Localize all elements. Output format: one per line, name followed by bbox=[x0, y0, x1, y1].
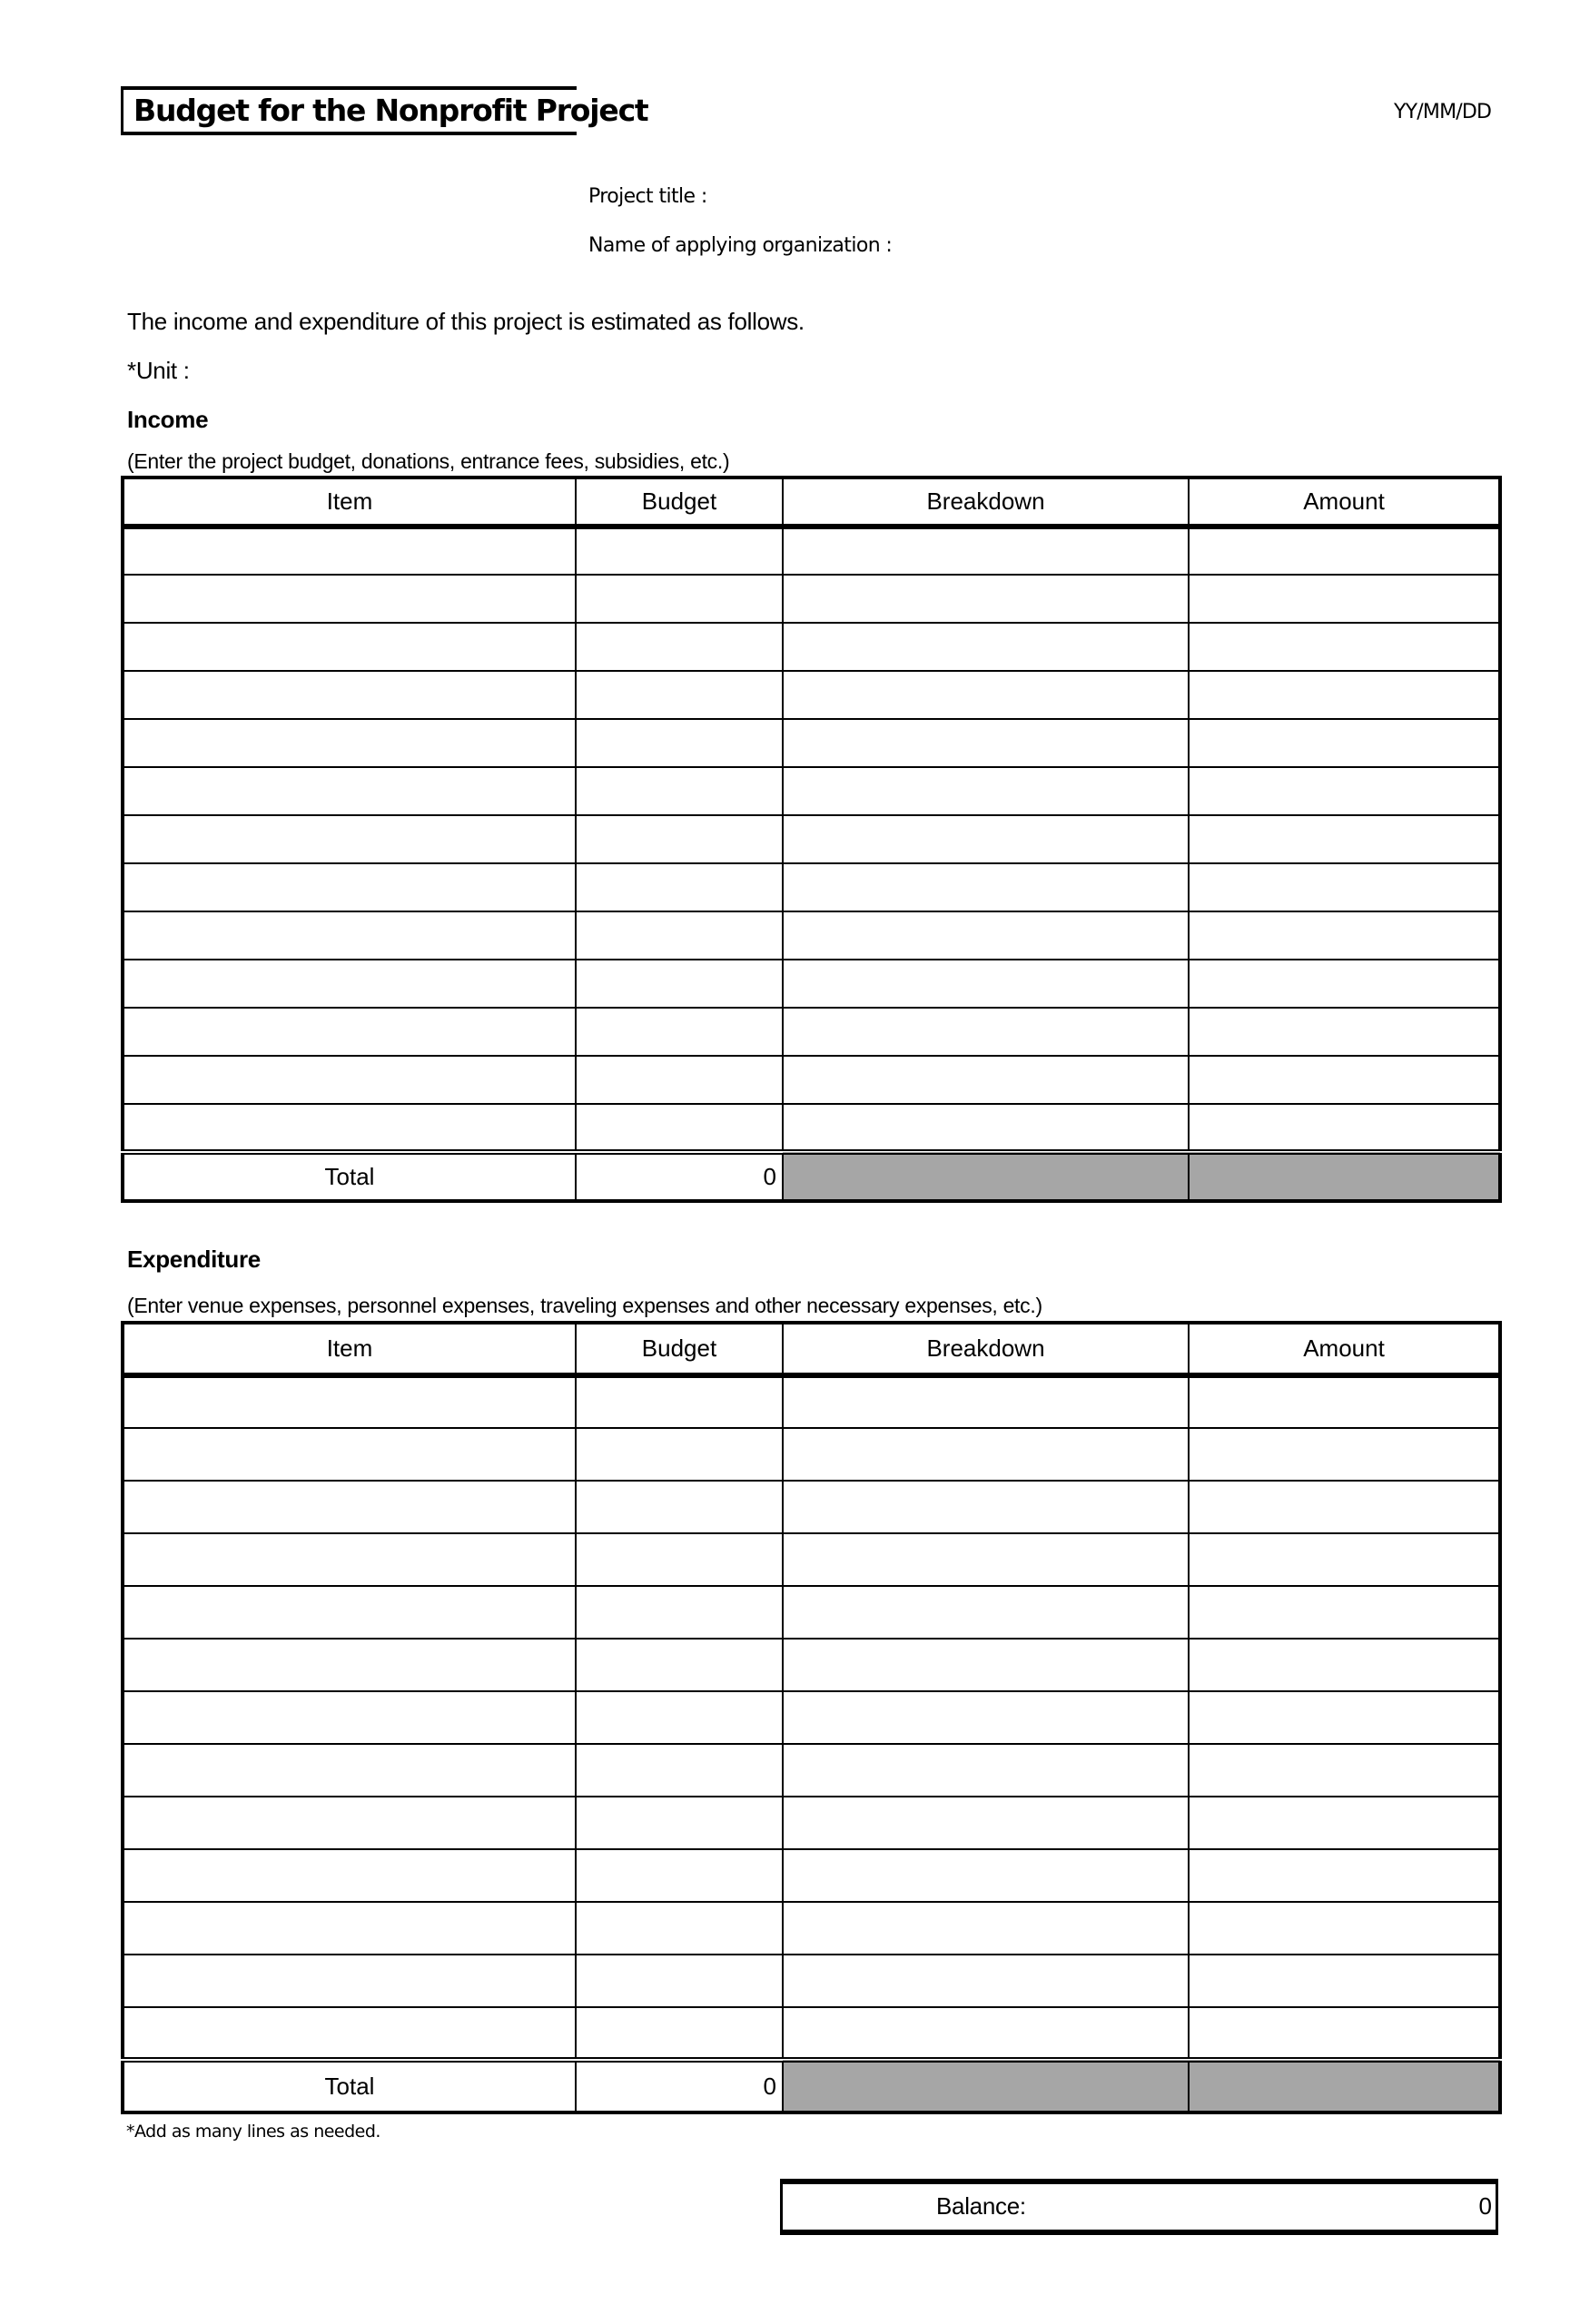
date-field[interactable]: YY/MM/DD bbox=[1394, 101, 1492, 123]
amount-cell[interactable] bbox=[1189, 1691, 1500, 1744]
income-total-row bbox=[123, 1152, 1500, 1201]
item-cell[interactable] bbox=[123, 1586, 576, 1639]
budget-cell[interactable] bbox=[576, 815, 783, 863]
breakdown-cell[interactable] bbox=[783, 1849, 1189, 1902]
breakdown-cell[interactable] bbox=[783, 1691, 1189, 1744]
amount-cell[interactable] bbox=[1189, 1849, 1500, 1902]
table-row bbox=[123, 767, 1500, 815]
amount-cell[interactable] bbox=[1189, 671, 1500, 719]
table-row bbox=[123, 1955, 1500, 2007]
amount-cell[interactable] bbox=[1189, 960, 1500, 1008]
column-header-amount: Amount bbox=[1189, 478, 1500, 527]
budget-cell[interactable] bbox=[576, 1428, 783, 1481]
amount-cell[interactable] bbox=[1189, 1104, 1500, 1152]
table-row bbox=[123, 575, 1500, 623]
budget-cell[interactable] bbox=[576, 863, 783, 911]
amount-cell[interactable] bbox=[1189, 527, 1500, 575]
income-table bbox=[121, 476, 1502, 1203]
breakdown-cell[interactable] bbox=[783, 1481, 1189, 1533]
expenditure-heading: Expenditure bbox=[127, 1246, 261, 1273]
item-cell[interactable] bbox=[123, 1639, 576, 1691]
amount-cell[interactable] bbox=[1189, 719, 1500, 767]
item-cell[interactable] bbox=[123, 1008, 576, 1056]
breakdown-cell[interactable] bbox=[783, 1639, 1189, 1691]
income-total-label: Total bbox=[123, 1152, 576, 1201]
amount-cell[interactable] bbox=[1189, 1639, 1500, 1691]
breakdown-cell[interactable] bbox=[783, 1056, 1189, 1104]
budget-cell[interactable] bbox=[576, 1902, 783, 1955]
item-cell[interactable] bbox=[123, 1902, 576, 1955]
item-cell[interactable] bbox=[123, 1056, 576, 1104]
table-row bbox=[123, 1008, 1500, 1056]
budget-cell[interactable] bbox=[576, 527, 783, 575]
breakdown-cell[interactable] bbox=[783, 815, 1189, 863]
breakdown-cell[interactable] bbox=[783, 1902, 1189, 1955]
expenditure-total-row bbox=[123, 2060, 1500, 2112]
budget-cell[interactable] bbox=[576, 911, 783, 960]
table-row bbox=[123, 1691, 1500, 1744]
project-title-label: Project title : bbox=[588, 185, 707, 208]
item-cell[interactable] bbox=[123, 1849, 576, 1902]
item-cell[interactable] bbox=[123, 1797, 576, 1849]
item-cell[interactable] bbox=[123, 1375, 576, 1428]
budget-cell[interactable] bbox=[576, 767, 783, 815]
breakdown-cell[interactable] bbox=[783, 1375, 1189, 1428]
amount-cell[interactable] bbox=[1189, 1902, 1500, 1955]
amount-cell[interactable] bbox=[1189, 1056, 1500, 1104]
budget-cell[interactable] bbox=[576, 575, 783, 623]
table-row bbox=[123, 1056, 1500, 1104]
amount-cell[interactable] bbox=[1189, 575, 1500, 623]
amount-cell[interactable] bbox=[1189, 815, 1500, 863]
budget-cell[interactable] bbox=[576, 1104, 783, 1152]
organization-name-label: Name of applying organization : bbox=[588, 234, 893, 257]
breakdown-cell[interactable] bbox=[783, 575, 1189, 623]
expenditure-hint: (Enter venue expenses, personnel expenses, traveling expenses and other necessary expenses, etc.) bbox=[127, 1294, 1042, 1317]
breakdown-cell[interactable] bbox=[783, 1744, 1189, 1797]
breakdown-cell[interactable] bbox=[783, 1955, 1189, 2007]
breakdown-cell[interactable] bbox=[783, 623, 1189, 671]
table-row bbox=[123, 1104, 1500, 1152]
table-row bbox=[123, 2007, 1500, 2060]
item-cell[interactable] bbox=[123, 863, 576, 911]
budget-cell[interactable] bbox=[576, 719, 783, 767]
breakdown-cell[interactable] bbox=[783, 2007, 1189, 2060]
amount-cell[interactable] bbox=[1189, 1428, 1500, 1481]
unit-label: *Unit : bbox=[127, 357, 190, 384]
item-cell[interactable] bbox=[123, 1481, 576, 1533]
table-row bbox=[123, 815, 1500, 863]
budget-cell[interactable] bbox=[576, 960, 783, 1008]
budget-cell[interactable] bbox=[576, 671, 783, 719]
balance-label: Balance: bbox=[936, 2192, 1026, 2220]
amount-cell[interactable] bbox=[1189, 1008, 1500, 1056]
table-row bbox=[123, 1533, 1500, 1586]
item-cell[interactable] bbox=[123, 767, 576, 815]
item-cell[interactable] bbox=[123, 527, 576, 575]
budget-cell[interactable] bbox=[576, 1639, 783, 1691]
page-title: Budget for the Nonprofit Project bbox=[133, 93, 648, 128]
table-row bbox=[123, 1428, 1500, 1481]
amount-cell[interactable] bbox=[1189, 1955, 1500, 2007]
item-cell[interactable] bbox=[123, 719, 576, 767]
breakdown-cell[interactable] bbox=[783, 960, 1189, 1008]
budget-cell[interactable] bbox=[576, 1744, 783, 1797]
breakdown-cell[interactable] bbox=[783, 1797, 1189, 1849]
item-cell[interactable] bbox=[123, 1428, 576, 1481]
budget-cell[interactable] bbox=[576, 1849, 783, 1902]
budget-cell[interactable] bbox=[576, 623, 783, 671]
item-cell[interactable] bbox=[123, 2007, 576, 2060]
budget-cell[interactable] bbox=[576, 1586, 783, 1639]
breakdown-cell[interactable] bbox=[783, 1428, 1189, 1481]
budget-cell[interactable] bbox=[576, 1375, 783, 1428]
budget-cell[interactable] bbox=[576, 1955, 783, 2007]
table-row bbox=[123, 527, 1500, 575]
item-cell[interactable] bbox=[123, 1533, 576, 1586]
table-row bbox=[123, 960, 1500, 1008]
income-header-row bbox=[123, 478, 1500, 527]
table-row bbox=[123, 1849, 1500, 1902]
item-cell[interactable] bbox=[123, 960, 576, 1008]
table-row bbox=[123, 1902, 1500, 1955]
expenditure-total-value: 0 bbox=[576, 2060, 783, 2112]
breakdown-cell[interactable] bbox=[783, 671, 1189, 719]
table-row bbox=[123, 1481, 1500, 1533]
expenditure-table bbox=[121, 1321, 1502, 2114]
budget-cell[interactable] bbox=[576, 1008, 783, 1056]
item-cell[interactable] bbox=[123, 575, 576, 623]
breakdown-cell[interactable] bbox=[783, 767, 1189, 815]
budget-cell[interactable] bbox=[576, 1481, 783, 1533]
income-total-breakdown-shaded bbox=[783, 1152, 1189, 1201]
budget-cell[interactable] bbox=[576, 2007, 783, 2060]
amount-cell[interactable] bbox=[1189, 767, 1500, 815]
table-row bbox=[123, 1797, 1500, 1849]
table-row bbox=[123, 1639, 1500, 1691]
expenditure-total-label: Total bbox=[123, 2060, 576, 2112]
expenditure-header-row bbox=[123, 1323, 1500, 1375]
table-row bbox=[123, 671, 1500, 719]
income-heading: Income bbox=[127, 406, 209, 433]
item-cell[interactable] bbox=[123, 623, 576, 671]
table-row bbox=[123, 719, 1500, 767]
column-header-budget: Budget bbox=[576, 1323, 783, 1375]
breakdown-cell[interactable] bbox=[783, 527, 1189, 575]
table-row bbox=[123, 1586, 1500, 1639]
income-total-value: 0 bbox=[576, 1152, 783, 1201]
footnote: *Add as many lines as needed. bbox=[126, 2122, 380, 2142]
amount-cell[interactable] bbox=[1189, 863, 1500, 911]
budget-cell[interactable] bbox=[576, 1797, 783, 1849]
table-row bbox=[123, 1744, 1500, 1797]
column-header-budget: Budget bbox=[576, 478, 783, 527]
amount-cell[interactable] bbox=[1189, 1797, 1500, 1849]
breakdown-cell[interactable] bbox=[783, 863, 1189, 911]
breakdown-cell[interactable] bbox=[783, 1586, 1189, 1639]
breakdown-cell[interactable] bbox=[783, 1008, 1189, 1056]
balance-value: 0 bbox=[1478, 2192, 1492, 2220]
column-header-item: Item bbox=[123, 1323, 576, 1375]
amount-cell[interactable] bbox=[1189, 1481, 1500, 1533]
expenditure-total-breakdown-shaded bbox=[783, 2060, 1189, 2112]
item-cell[interactable] bbox=[123, 671, 576, 719]
column-header-amount: Amount bbox=[1189, 1323, 1500, 1375]
amount-cell[interactable] bbox=[1189, 1586, 1500, 1639]
item-cell[interactable] bbox=[123, 1744, 576, 1797]
balance-box bbox=[780, 2179, 1498, 2235]
column-header-breakdown: Breakdown bbox=[783, 478, 1189, 527]
intro-statement: The income and expenditure of this project is estimated as follows. bbox=[127, 308, 805, 335]
table-row bbox=[123, 623, 1500, 671]
table-row bbox=[123, 1375, 1500, 1428]
column-header-breakdown: Breakdown bbox=[783, 1323, 1189, 1375]
item-cell[interactable] bbox=[123, 815, 576, 863]
breakdown-cell[interactable] bbox=[783, 719, 1189, 767]
income-hint: (Enter the project budget, donations, entrance fees, subsidies, etc.) bbox=[127, 449, 730, 473]
budget-cell[interactable] bbox=[576, 1533, 783, 1586]
item-cell[interactable] bbox=[123, 1691, 576, 1744]
column-header-item: Item bbox=[123, 478, 576, 527]
table-row bbox=[123, 863, 1500, 911]
breakdown-cell[interactable] bbox=[783, 1104, 1189, 1152]
amount-cell[interactable] bbox=[1189, 911, 1500, 960]
expenditure-total-amount-shaded bbox=[1189, 2060, 1500, 2112]
amount-cell[interactable] bbox=[1189, 2007, 1500, 2060]
item-cell[interactable] bbox=[123, 1104, 576, 1152]
amount-cell[interactable] bbox=[1189, 1375, 1500, 1428]
income-total-amount-shaded bbox=[1189, 1152, 1500, 1201]
amount-cell[interactable] bbox=[1189, 1533, 1500, 1586]
breakdown-cell[interactable] bbox=[783, 1533, 1189, 1586]
table-row bbox=[123, 911, 1500, 960]
budget-cell[interactable] bbox=[576, 1691, 783, 1744]
amount-cell[interactable] bbox=[1189, 623, 1500, 671]
budget-cell[interactable] bbox=[576, 1056, 783, 1104]
item-cell[interactable] bbox=[123, 911, 576, 960]
amount-cell[interactable] bbox=[1189, 1744, 1500, 1797]
item-cell[interactable] bbox=[123, 1955, 576, 2007]
breakdown-cell[interactable] bbox=[783, 911, 1189, 960]
